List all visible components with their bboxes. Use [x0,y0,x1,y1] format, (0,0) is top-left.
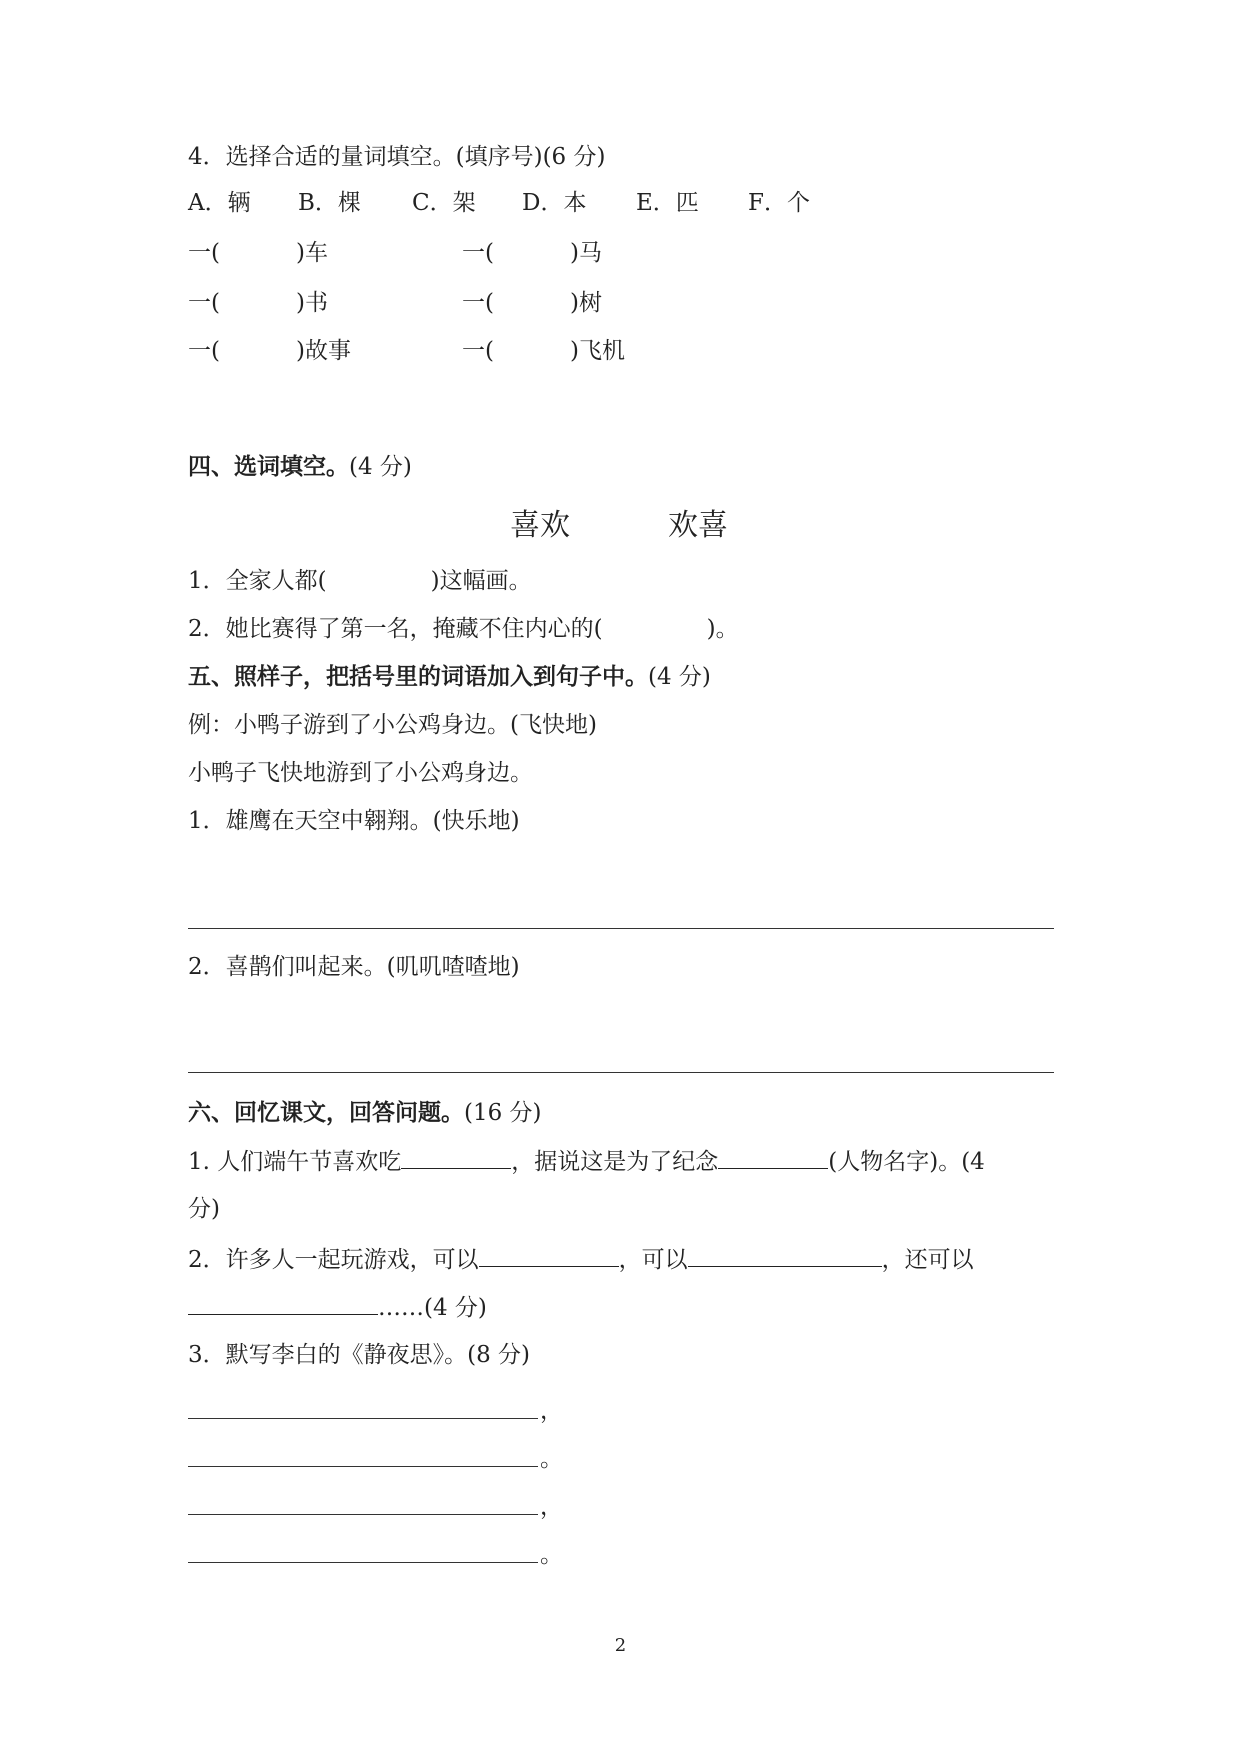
question-text: ，据说这是为了纪念 [511,1149,719,1175]
question-text: ……(4 分) [378,1295,487,1321]
s5-example-answer: 小鸭子飞快地游到了小公鸡身边。 [188,760,533,786]
measure-prefix: 一( [462,240,494,266]
section-title: 五、照样子，把括号里的词语加入到句子中。 [188,663,648,690]
measure-prefix: 一( [188,338,220,364]
fill-blank[interactable] [479,1244,619,1267]
measure-prefix: 一( [188,290,220,316]
section-score: (4 分) [648,664,711,690]
option-a: A．辆 [188,190,251,216]
s4-question-1 [188,566,532,596]
question-text: ，还可以 [881,1247,974,1273]
measure-prefix: 一( [188,240,220,266]
measure-prefix: 一( [462,338,494,364]
word-choice-2: 欢喜 [668,508,728,543]
fill-blank[interactable] [188,1292,378,1315]
s6-question-1-cont: 分) [188,1196,220,1222]
answer-line [188,1072,1054,1073]
measure-noun: )飞机 [570,338,625,364]
poem-punct-4: 。 [540,1542,563,1568]
s5-question-2: 2．喜鹊们叫起来。(叽叽喳喳地) [188,954,520,980]
question-text: ，可以 [618,1247,688,1273]
word-choice-1: 喜欢 [510,508,570,543]
s6-question-3: 3．默写李白的《静夜思》。(8 分) [188,1342,531,1368]
question-text: )这幅画。 [430,568,532,594]
option-b: B．棵 [298,190,361,216]
option-d: D．本 [522,190,587,216]
measure-prefix: 一( [462,290,494,316]
option-e: E．匹 [636,190,699,216]
s6-question-2 [188,1244,974,1275]
poem-punct-3: ， [540,1494,563,1520]
option-c: C．架 [412,190,476,216]
s5-question-1: 1．雄鹰在天空中翱翔。(快乐地) [188,808,520,834]
fill-blank[interactable] [688,1244,882,1267]
page-number: 2 [614,1635,627,1656]
fill-blank[interactable] [401,1146,511,1169]
measure-noun: )车 [296,240,328,266]
s5-example: 例：小鸭子游到了小公鸡身边。(飞快地) [188,712,597,738]
poem-punct-2: 。 [540,1446,563,1472]
measure-noun: )马 [570,240,602,266]
question-text: 1．全家人都( [188,568,327,594]
section-5-heading [188,662,711,692]
q4-title: 4．选择合适的量词填空。(填序号)(6 分) [188,144,606,170]
poem-line-2[interactable] [188,1466,538,1467]
section-score: (4 分) [349,454,412,480]
poem-line-1[interactable] [188,1418,538,1419]
section-score: (16 分) [464,1100,542,1126]
question-text: )。 [706,616,739,642]
question-text: 2．许多人一起玩游戏，可以 [188,1247,479,1273]
measure-noun: )书 [296,290,328,316]
measure-noun: )故事 [296,338,351,364]
s4-question-2 [188,614,739,644]
option-f: F．个 [748,190,810,216]
section-title: 六、回忆课文，回答问题。 [188,1099,464,1126]
poem-punct-1: ， [540,1398,563,1424]
answer-line [188,928,1054,929]
question-text: 2．她比赛得了第一名，掩藏不住内心的( [188,616,603,642]
section-4-heading [188,452,412,482]
fill-blank[interactable] [718,1146,828,1169]
poem-line-4[interactable] [188,1562,538,1563]
s6-question-2-cont [188,1292,487,1323]
poem-line-3[interactable] [188,1514,538,1515]
measure-noun: )树 [570,290,602,316]
section-title: 四、选词填空。 [188,453,349,480]
section-6-heading [188,1098,542,1128]
question-text: 1. 人们端午节喜欢吃 [188,1149,402,1175]
question-text: (人物名字)。(4 [828,1149,985,1175]
s6-question-1 [188,1146,985,1177]
